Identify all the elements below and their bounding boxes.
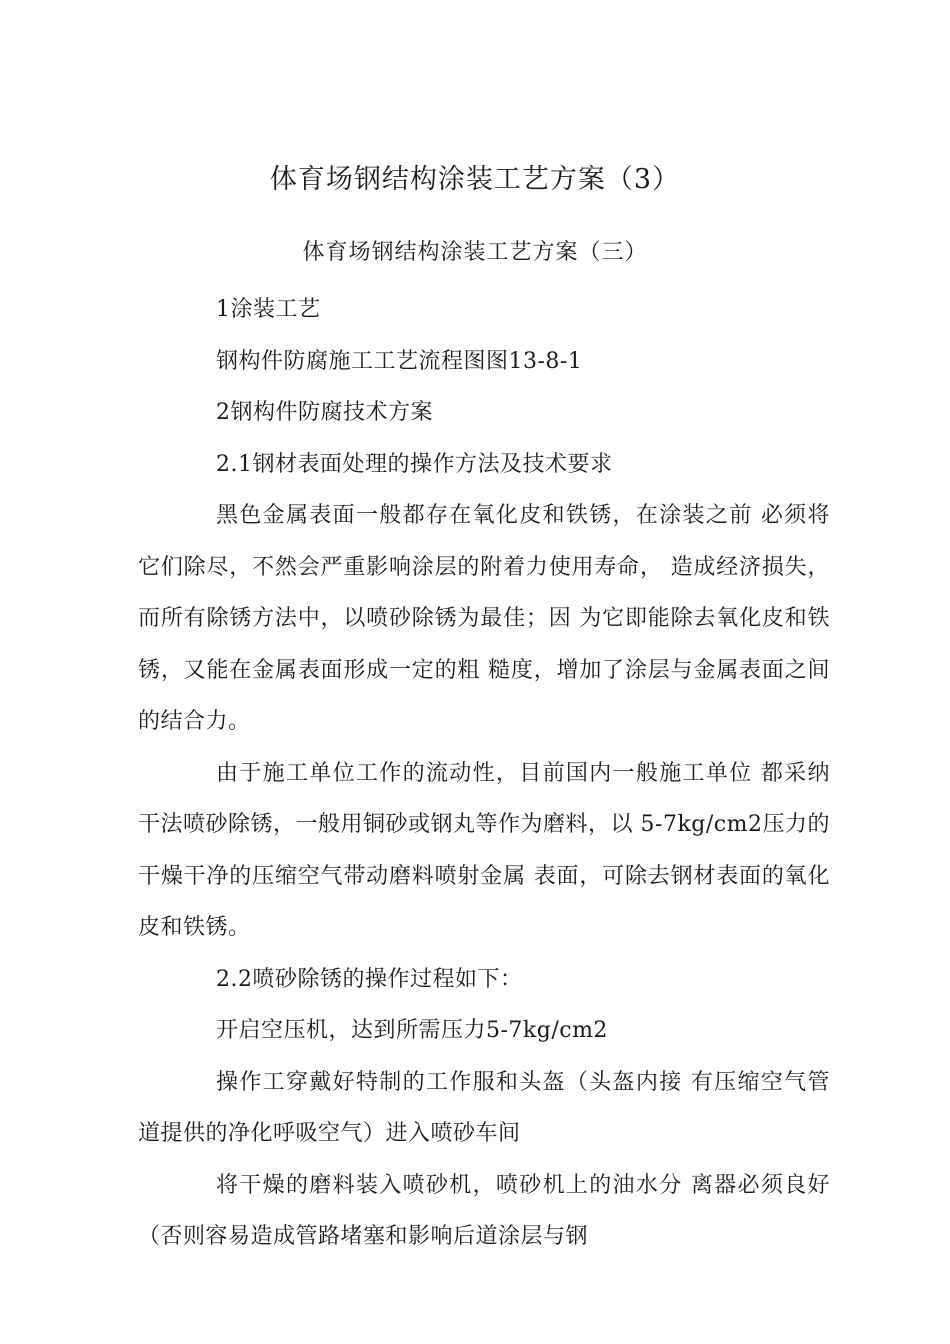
paragraph-heading-coating-process: 1涂装工艺 xyxy=(216,297,321,322)
paragraph-heading-blasting-procedure: 2.2喷砂除锈的操作过程如下： xyxy=(216,966,523,992)
paragraph-flowchart-reference: 钢构件防腐施工工艺流程图图13-8-1 xyxy=(216,348,583,374)
paragraph-step-load-abrasive: 将干燥的磨料装入喷砂机，喷砂机上的油水分 离器必须良好（否则容易造成管路堵塞和影响后道涂层与钢 xyxy=(138,1172,830,1249)
document-subtitle: 体育场钢结构涂装工艺方案（三） xyxy=(302,240,648,265)
document-title: 体育场钢结构涂装工艺方案（3） xyxy=(269,164,681,195)
paragraph-step-start-compressor: 开启空压机，达到所需压力5-7kg/cm2 xyxy=(216,1018,608,1043)
paragraph-step-protective-gear: 操作工穿戴好特制的工作服和头盔（头盔内接 有压缩空气管道提供的净化呼吸空气）进入喷砂车间 xyxy=(138,1069,830,1146)
paragraph-dry-blasting-description: 由于施工单位工作的流动性，目前国内一般施工单位 都采纳干法喷砂除锈，一般用铜砂或钢丸等作为磨料，以 5-7kg/cm2压力的干燥干净的压缩空气带动磨料喷射金属 表面，可除去钢材表面的氧化皮和铁锈。 xyxy=(138,760,830,940)
paragraph-surface-rust-description: 黑色金属表面一般都存在氧化皮和铁锈，在涂装之前 必须将它们除尽，不然会严重影响涂层的附着力使用寿命， 造成经济损失，而所有除锈方法中，以喷砂除锈为最佳；因 为它即能除去氧化皮和铁锈，又能在金属表面形成一定的粗 糙度，增加了涂层与金属表面之间的结合力。 xyxy=(138,503,830,734)
document-body xyxy=(138,284,830,1263)
paragraph-heading-surface-treatment: 2.1钢材表面处理的操作方法及技术要求 xyxy=(216,451,613,477)
paragraph-heading-anticorrosion-plan: 2钢构件防腐技术方案 xyxy=(216,400,433,425)
